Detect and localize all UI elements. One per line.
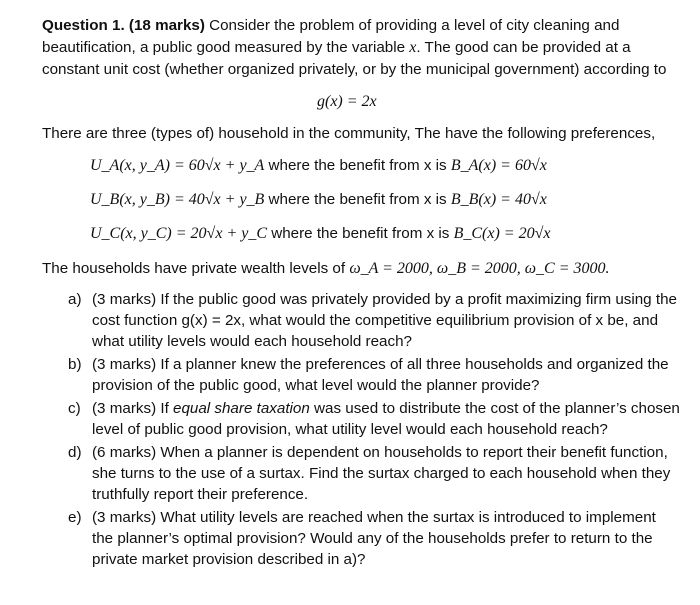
part-a-line-3: what utility levels would each household reach?	[92, 333, 412, 350]
benefit-c: B_C(x) = 20√x	[453, 225, 551, 242]
part-c-text-b: was used to distribute the cost of the planner’s chosen	[309, 400, 680, 417]
part-c-italic: equal share taxation	[173, 400, 310, 417]
intro-text-2a: beautification, a public good measured by the variable	[42, 39, 410, 56]
intro-text-1: Consider the problem of providing a level of city cleaning and	[209, 17, 620, 34]
part-b-line-1: (3 marks) If a planner knew the preferences of all three households and organized the	[92, 356, 669, 373]
part-c-label: c)	[68, 400, 81, 417]
wealth-text: The households have private wealth levels of	[42, 260, 350, 277]
part-e-line-1: (3 marks) What utility levels are reached when the surtax is introduced to implement	[92, 509, 656, 526]
utility-line-c	[90, 224, 550, 244]
wealth-line	[42, 259, 610, 279]
part-c-text-a: (3 marks) If	[92, 400, 174, 417]
intro-variable-x: x	[409, 39, 417, 56]
benefit-b: B_B(x) = 40√x	[450, 191, 547, 208]
part-d-line-2: she turns to the use of a surtax. Find the surtax charged to each household when they	[92, 465, 671, 482]
part-c-line-2: level of public good provision, what utility level would each household reach?	[92, 421, 608, 438]
part-a-line-1: (3 marks) If the public good was privately provided by a profit maximizing firm using the	[92, 291, 677, 308]
utility-line-a	[90, 156, 547, 176]
part-e-line-2: the planner’s optimal provision? Would any of the households prefer to return to the	[92, 530, 653, 547]
wealth-values: ω_A = 2000, ω_B = 2000, ω_C = 3000.	[349, 260, 610, 277]
part-d-line-3: truthfully report their preference.	[92, 486, 309, 503]
utility-b-connector: where the benefit from x is	[264, 191, 451, 208]
part-e-line-3: private market provision described in a)?	[92, 551, 366, 568]
part-d-line-1: (6 marks) When a planner is dependent on households to report their benefit function,	[92, 444, 668, 461]
part-d-label: d)	[68, 444, 82, 461]
households-intro: There are three (types of) household in the community, The have the following preferences,	[42, 125, 656, 142]
cost-equation: g(x) = 2x	[317, 93, 377, 110]
utility-a: U_A(x, y_A) = 60√x + y_A	[90, 157, 265, 174]
benefit-a: B_A(x) = 60√x	[450, 157, 547, 174]
question-heading: Question 1. (18 marks)	[42, 17, 205, 34]
intro-line-1	[42, 16, 619, 36]
part-b-label: b)	[68, 356, 82, 373]
utility-b: U_B(x, y_B) = 40√x + y_B	[90, 191, 265, 208]
utility-c: U_C(x, y_C) = 20√x + y_C	[90, 225, 268, 242]
intro-text-2b: . The good can be provided at a	[416, 39, 631, 56]
utility-a-connector: where the benefit from x is	[264, 157, 451, 174]
intro-line-3: constant unit cost (whether organized privately, or by the municipal government) according to	[42, 61, 667, 78]
part-b-line-2: provision of the public good, what level would the planner provide?	[92, 377, 540, 394]
utility-line-b	[90, 190, 547, 210]
part-e-label: e)	[68, 509, 82, 526]
part-c-line-1	[92, 399, 680, 419]
intro-line-2	[42, 38, 631, 58]
part-a-line-2: cost function g(x) = 2x, what would the competitive equilibrium provision of x be, and	[92, 312, 659, 329]
utility-c-connector: where the benefit from x is	[267, 225, 454, 242]
part-a-label: a)	[68, 291, 82, 308]
